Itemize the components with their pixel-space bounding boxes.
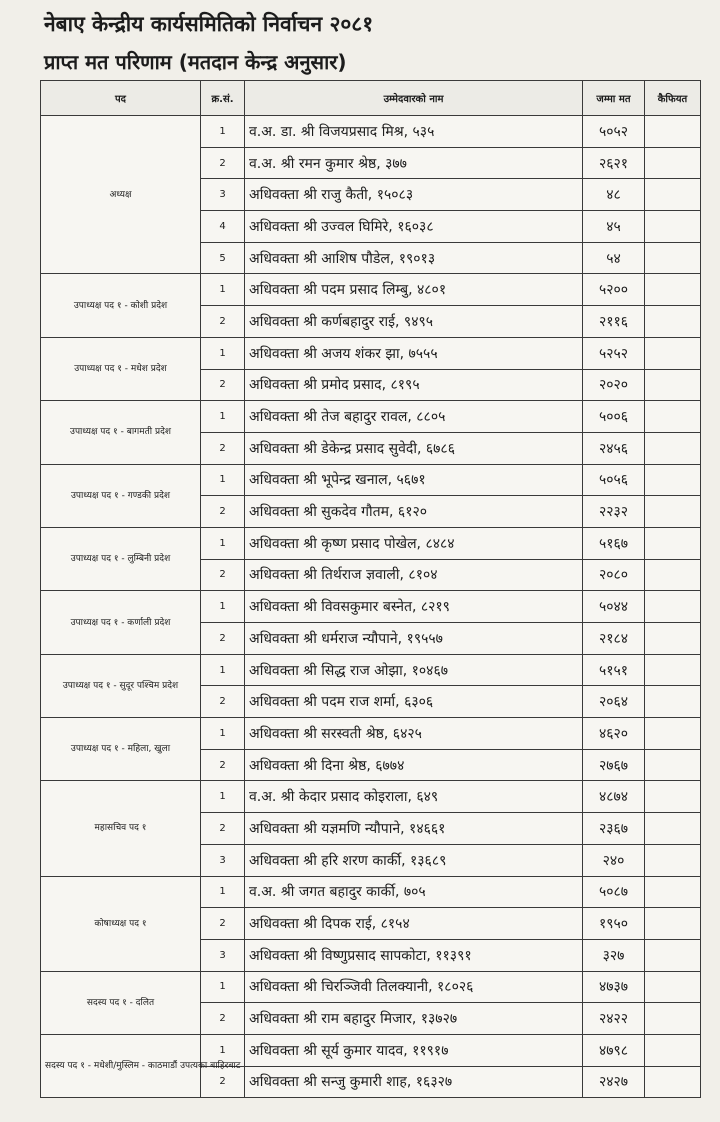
remarks-cell <box>645 781 701 813</box>
candidate-name-cell: अधिवक्ता श्री तेज बहादुर रावल, ८८०५ <box>245 401 583 433</box>
serial-cell: 1 <box>201 654 245 686</box>
serial-cell: 2 <box>201 908 245 940</box>
remarks-cell <box>645 1034 701 1066</box>
remarks-cell <box>645 623 701 655</box>
votes-cell: २४२७ <box>583 1066 645 1098</box>
votes-cell: ५१५१ <box>583 654 645 686</box>
serial-cell: 1 <box>201 337 245 369</box>
candidate-name-cell: अधिवक्ता श्री सिद्ध राज ओझा, १०४६७ <box>245 654 583 686</box>
votes-cell: २०६४ <box>583 686 645 718</box>
candidate-name-cell: अधिवक्ता श्री अजय शंकर झा, ७५५५ <box>245 337 583 369</box>
candidate-name-cell: अधिवक्ता श्री चिरञ्जिवी तिलक्यानी, १८०२६ <box>245 971 583 1003</box>
post-cell: कोषाध्यक्ष पद १ <box>41 876 201 971</box>
candidate-name-cell: अधिवक्ता श्री सुकदेव गौतम, ६१२० <box>245 496 583 528</box>
votes-cell: ५०४४ <box>583 591 645 623</box>
serial-cell: 1 <box>201 718 245 750</box>
serial-cell: 1 <box>201 464 245 496</box>
remarks-cell <box>645 179 701 211</box>
serial-cell: 2 <box>201 686 245 718</box>
candidate-name-cell: अधिवक्ता श्री दिपक राई, ८१५४ <box>245 908 583 940</box>
table-row <box>41 1034 701 1066</box>
results-table <box>40 80 701 1098</box>
table-row <box>41 781 701 813</box>
serial-cell: 1 <box>201 116 245 148</box>
remarks-cell <box>645 1066 701 1098</box>
table-row <box>41 527 701 559</box>
page-subtitle: प्राप्त मत परिणाम (मतदान केन्द्र अनुसार) <box>44 50 347 74</box>
column-header-serial: क्र.सं. <box>201 81 245 116</box>
table-row <box>41 116 701 148</box>
votes-cell: २६२१ <box>583 147 645 179</box>
remarks-cell <box>645 876 701 908</box>
remarks-cell <box>645 147 701 179</box>
candidate-name-cell: अधिवक्ता श्री कर्णबहादुर राई, ९४९५ <box>245 306 583 338</box>
post-cell: महासचिव पद १ <box>41 781 201 876</box>
remarks-cell <box>645 274 701 306</box>
votes-cell: ४८७४ <box>583 781 645 813</box>
post-cell: उपाध्यक्ष पद १ - महिला, खुला <box>41 718 201 781</box>
candidate-name-cell: अधिवक्ता श्री राम बहादुर मिजार, १३७२७ <box>245 1003 583 1035</box>
candidate-name-cell: व.अ. श्री केदार प्रसाद कोइराला, ६४९ <box>245 781 583 813</box>
votes-cell: २०२० <box>583 369 645 401</box>
serial-cell: 2 <box>201 1066 245 1098</box>
votes-cell: ४७९८ <box>583 1034 645 1066</box>
serial-cell: 2 <box>201 369 245 401</box>
candidate-name-cell: अधिवक्ता श्री उज्वल घिमिरे, १६०३८ <box>245 211 583 243</box>
remarks-cell <box>645 749 701 781</box>
candidate-name-cell: अधिवक्ता श्री दिना श्रेष्ठ, ६७७४ <box>245 749 583 781</box>
candidate-name-cell: अधिवक्ता श्री यज्ञमणि न्यौपाने, १४६६१ <box>245 813 583 845</box>
votes-cell: ४८ <box>583 179 645 211</box>
candidate-name-cell: व.अ. श्री रमन कुमार श्रेष्ठ, ३७७ <box>245 147 583 179</box>
post-cell: उपाध्यक्ष पद १ - लुम्बिनी प्रदेश <box>41 527 201 590</box>
table-row <box>41 718 701 750</box>
column-header-candidate: उम्मेदवारको नाम <box>245 81 583 116</box>
candidate-name-cell: अधिवक्ता श्री आशिष पौडेल, १९०१३ <box>245 242 583 274</box>
votes-cell: ५१६७ <box>583 527 645 559</box>
serial-cell: 2 <box>201 306 245 338</box>
remarks-cell <box>645 686 701 718</box>
votes-cell: २४० <box>583 844 645 876</box>
votes-cell: ५०८७ <box>583 876 645 908</box>
serial-cell: 3 <box>201 844 245 876</box>
votes-cell: ५००६ <box>583 401 645 433</box>
serial-cell: 2 <box>201 559 245 591</box>
serial-cell: 1 <box>201 527 245 559</box>
remarks-cell <box>645 1003 701 1035</box>
serial-cell: 2 <box>201 496 245 528</box>
post-cell: उपाध्यक्ष पद १ - सुदूर पश्चिम प्रदेश <box>41 654 201 717</box>
page-title: नेबाए केन्द्रीय कार्यसमितिको निर्वाचन २०८१ <box>44 12 374 36</box>
remarks-cell <box>645 718 701 750</box>
votes-cell: २०८० <box>583 559 645 591</box>
remarks-cell <box>645 464 701 496</box>
votes-cell: ४६२० <box>583 718 645 750</box>
table-row <box>41 971 701 1003</box>
post-cell: उपाध्यक्ष पद १ - गण्डकी प्रदेश <box>41 464 201 527</box>
serial-cell: 2 <box>201 432 245 464</box>
serial-cell: 1 <box>201 1034 245 1066</box>
votes-cell: ५०५६ <box>583 464 645 496</box>
candidate-name-cell: अधिवक्ता श्री तिर्थराज ज्ञवाली, ८१०४ <box>245 559 583 591</box>
votes-cell: १९५० <box>583 908 645 940</box>
remarks-cell <box>645 939 701 971</box>
column-header-post: पद <box>41 81 201 116</box>
post-cell: सदस्य पद १ - मधेशी/मुस्लिम - काठमाडौं उपत्यका बाहिरबाट <box>41 1034 201 1097</box>
candidate-name-cell: अधिवक्ता श्री डेकेन्द्र प्रसाद सुवेदी, ६७८६ <box>245 432 583 464</box>
votes-cell: ५४ <box>583 242 645 274</box>
post-cell: उपाध्यक्ष पद १ - कोशी प्रदेश <box>41 274 201 337</box>
candidate-name-cell: अधिवक्ता श्री प्रमोद प्रसाद, ८१९५ <box>245 369 583 401</box>
post-cell: उपाध्यक्ष पद १ - कर्णाली प्रदेश <box>41 591 201 654</box>
candidate-name-cell: व.अ. डा. श्री विजयप्रसाद मिश्र, ५३५ <box>245 116 583 148</box>
results-table-body <box>41 116 701 1098</box>
serial-cell: 1 <box>201 781 245 813</box>
table-row <box>41 591 701 623</box>
table-row <box>41 876 701 908</box>
candidate-name-cell: अधिवक्ता श्री पदम प्रसाद लिम्बु, ४८०१ <box>245 274 583 306</box>
votes-cell: २३६७ <box>583 813 645 845</box>
serial-cell: 2 <box>201 623 245 655</box>
votes-cell: २७६७ <box>583 749 645 781</box>
remarks-cell <box>645 496 701 528</box>
candidate-name-cell: अधिवक्ता श्री भूपेन्द्र खनाल, ५६७१ <box>245 464 583 496</box>
serial-cell: 1 <box>201 876 245 908</box>
remarks-cell <box>645 908 701 940</box>
remarks-cell <box>645 242 701 274</box>
candidate-name-cell: अधिवक्ता श्री सूर्य कुमार यादव, ११९१७ <box>245 1034 583 1066</box>
table-row <box>41 337 701 369</box>
serial-cell: 1 <box>201 591 245 623</box>
column-header-remarks: कैफियत <box>645 81 701 116</box>
votes-cell: २१८४ <box>583 623 645 655</box>
remarks-cell <box>645 559 701 591</box>
votes-cell: ३२७ <box>583 939 645 971</box>
post-cell: उपाध्यक्ष पद १ - बागमती प्रदेश <box>41 401 201 464</box>
candidate-name-cell: अधिवक्ता श्री विवसकुमार बस्नेत, ८२१९ <box>245 591 583 623</box>
table-row <box>41 464 701 496</box>
votes-cell: ५२५२ <box>583 337 645 369</box>
remarks-cell <box>645 369 701 401</box>
remarks-cell <box>645 971 701 1003</box>
candidate-name-cell: अधिवक्ता श्री सरस्वती श्रेष्ठ, ६४२५ <box>245 718 583 750</box>
votes-cell: ४५ <box>583 211 645 243</box>
remarks-cell <box>645 844 701 876</box>
table-row <box>41 274 701 306</box>
serial-cell: 1 <box>201 274 245 306</box>
remarks-cell <box>645 432 701 464</box>
table-row <box>41 401 701 433</box>
candidate-name-cell: अधिवक्ता श्री राजु कैती, १५०८३ <box>245 179 583 211</box>
serial-cell: 2 <box>201 1003 245 1035</box>
column-header-votes: जम्मा मत <box>583 81 645 116</box>
post-cell: उपाध्यक्ष पद १ - मधेश प्रदेश <box>41 337 201 400</box>
votes-cell: २४२२ <box>583 1003 645 1035</box>
votes-cell: ४७३७ <box>583 971 645 1003</box>
serial-cell: 1 <box>201 971 245 1003</box>
post-cell: सदस्य पद १ - दलित <box>41 971 201 1034</box>
candidate-name-cell: अधिवक्ता श्री धर्मराज न्यौपाने, १९५५७ <box>245 623 583 655</box>
candidate-name-cell: अधिवक्ता श्री कृष्ण प्रसाद पोखेल, ८४८४ <box>245 527 583 559</box>
post-cell: अध्यक्ष <box>41 116 201 274</box>
remarks-cell <box>645 813 701 845</box>
votes-cell: २४५६ <box>583 432 645 464</box>
serial-cell: 2 <box>201 813 245 845</box>
candidate-name-cell: अधिवक्ता श्री विष्णुप्रसाद सापकोटा, ११३९१ <box>245 939 583 971</box>
remarks-cell <box>645 211 701 243</box>
votes-cell: ५०५२ <box>583 116 645 148</box>
votes-cell: २११६ <box>583 306 645 338</box>
remarks-cell <box>645 591 701 623</box>
remarks-cell <box>645 654 701 686</box>
serial-cell: 3 <box>201 939 245 971</box>
remarks-cell <box>645 337 701 369</box>
serial-cell: 3 <box>201 179 245 211</box>
candidate-name-cell: अधिवक्ता श्री सन्जु कुमारी शाह, १६३२७ <box>245 1066 583 1098</box>
serial-cell: 2 <box>201 147 245 179</box>
votes-cell: २२३२ <box>583 496 645 528</box>
table-header-row <box>41 81 701 116</box>
remarks-cell <box>645 306 701 338</box>
remarks-cell <box>645 527 701 559</box>
votes-cell: ५२०० <box>583 274 645 306</box>
serial-cell: 5 <box>201 242 245 274</box>
remarks-cell <box>645 116 701 148</box>
serial-cell: 1 <box>201 401 245 433</box>
serial-cell: 4 <box>201 211 245 243</box>
serial-cell: 2 <box>201 749 245 781</box>
candidate-name-cell: व.अ. श्री जगत बहादुर कार्की, ७०५ <box>245 876 583 908</box>
table-row <box>41 654 701 686</box>
candidate-name-cell: अधिवक्ता श्री हरि शरण कार्की, १३६८९ <box>245 844 583 876</box>
candidate-name-cell: अधिवक्ता श्री पदम राज शर्मा, ६३०६ <box>245 686 583 718</box>
remarks-cell <box>645 401 701 433</box>
